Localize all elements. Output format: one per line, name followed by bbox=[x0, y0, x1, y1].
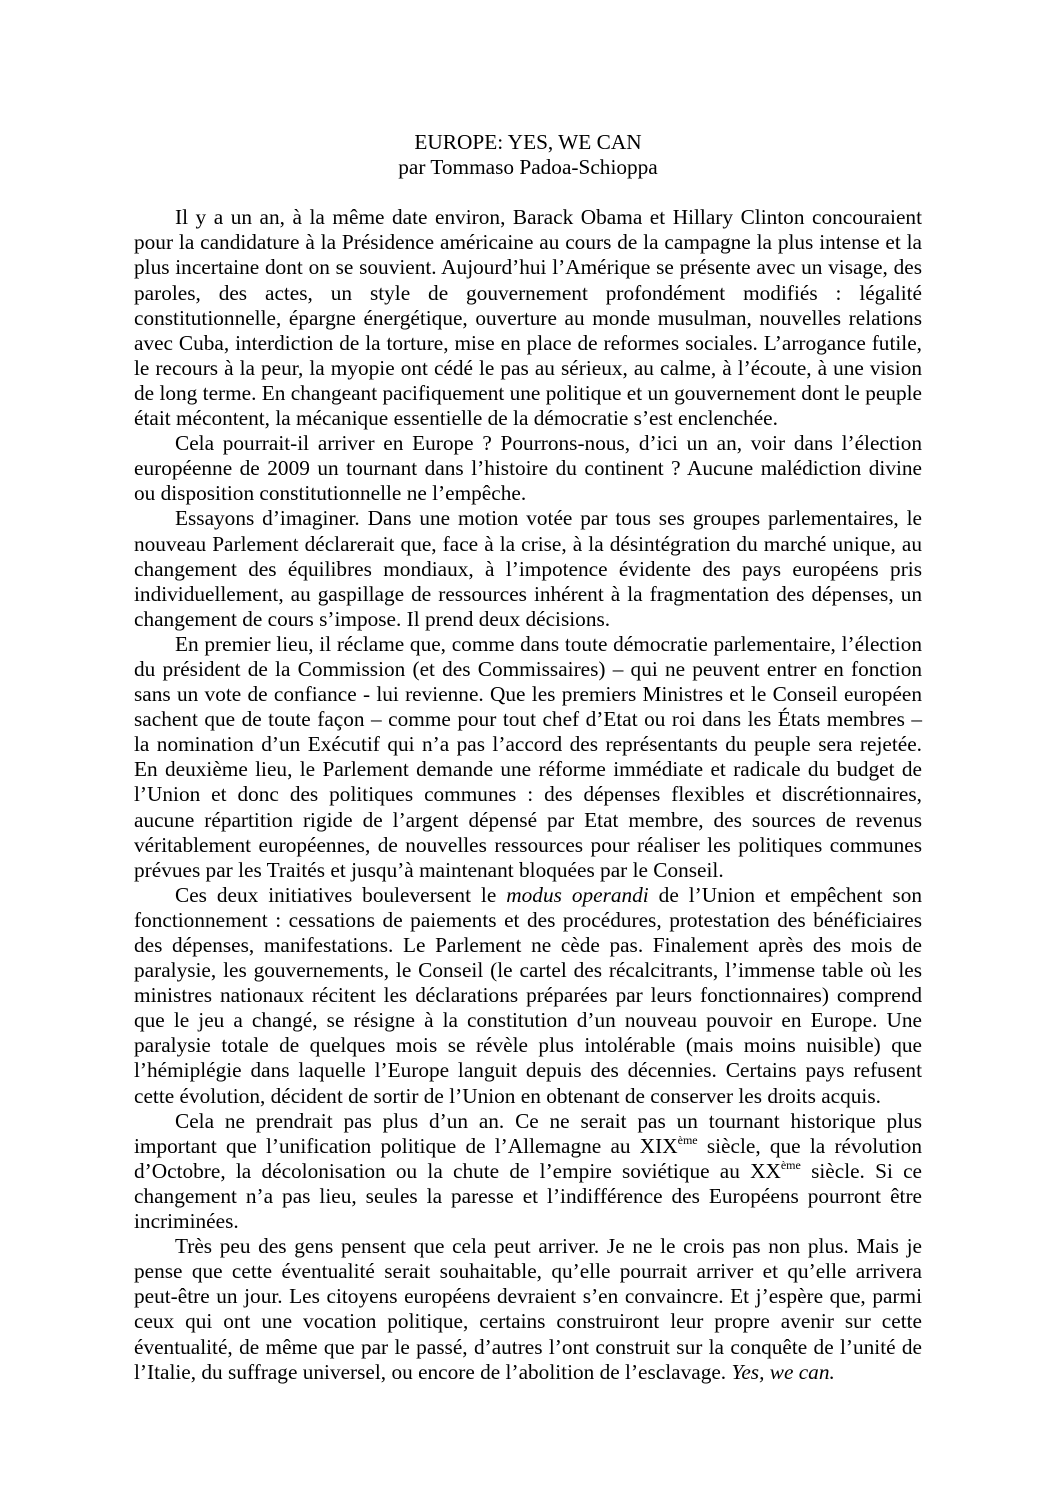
text-run: siècle, que la révolution d’Octobre, la décolonisation ou la chute de l’empire soviétique au XX bbox=[134, 1133, 922, 1183]
italic-text: modus operandi bbox=[506, 882, 649, 907]
document-page bbox=[134, 130, 922, 1385]
paragraph bbox=[134, 1109, 922, 1234]
text-run: Il y a un an, à la même date environ, Barack Obama et Hillary Clinton concouraient pour la candidature à la Présidence américaine au cours de la campagne la plus intense et la plus incertaine dont on se souvient. Aujourd’hui l’Amérique se présente avec un visage, des paroles, des actes, un style de gouvernement profondément modifiés : légalité constitutionnelle, épargne énergétique, ouverture au monde musulman, nouvelles relations avec Cuba, interdiction de la torture, mise en place de reformes sociales. L’arrogance futile, le recours à la peur, la myopie ont cédé le pas au sérieux, au calme, à l’écoute, à une vision de long terme. En changeant pacifiquement une politique et un gouvernement dont le peuple était mécontent, la mécanique essentielle de la démocratie s’est enclenchée. bbox=[134, 205, 922, 431]
spacer bbox=[134, 180, 922, 205]
paragraph bbox=[134, 1234, 922, 1385]
paragraph bbox=[134, 205, 922, 431]
text-run: de l’Union et empêchent son fonctionnement : cessations de paiements et des procédures, protestation des bénéficiaires des dépenses, manifestations. Le Parlement ne cède pas. Finalement après des mois de paralysie, les gouvernements, le Conseil (le cartel des récalcitrants, l’immense table où les ministres nationaux récitent les déclarations préparées par leurs fonctionnaires) comprend que le jeu a changé, se résigne à la constitution d’un nouveau pouvoir en Europe. Une paralysie totale de quelques mois se révèle plus intolérable (mais moins nuisible) que l’hémiplégie dans laquelle l’Europe languit depuis des décennies. Certains pays refusent cette évolution, décident de sortir de l’Union en obtenant de conserver les droits acquis. bbox=[134, 882, 923, 1108]
paragraph bbox=[134, 632, 922, 883]
text-run: Très peu des gens pensent que cela peut arriver. Je ne le crois pas non plus. Mais je pense que cette éventualité serait souhaitable, qu’elle pourrait arriver et qu’elle arrivera peut-être un jour. Les citoyens européens devraient s’en convaincre. Et j’espère que, parmi ceux qui ont une vocation politique, certains construiront leur propre avenir sur cette éventualité, de même que par le passé, d’autres l’ont construit sur la conquête de l’unité de l’Italie, du suffrage universel, ou encore de l’abolition de l’esclavage. bbox=[134, 1234, 922, 1384]
paragraph bbox=[134, 883, 922, 1109]
italic-text: Yes, we can. bbox=[731, 1359, 835, 1384]
superscript-text: ème bbox=[677, 1132, 698, 1147]
document-title: EUROPE: YES, WE CAN bbox=[414, 130, 642, 154]
superscript-text: ème bbox=[780, 1157, 801, 1172]
paragraph bbox=[134, 506, 922, 631]
text-run: siècle. Si ce changement n’a pas lieu, seules la paresse et l’indifférence des Européens pourront être incriminées. bbox=[134, 1158, 922, 1234]
text-run: Cela pourrait-il arriver en Europe ? Pourrons-nous, d’ici un an, voir dans l’élection européenne de 2009 un tournant dans l’histoire du continent ? Aucune malédiction divine ou disposition constitutionnelle ne l’empêche. bbox=[134, 431, 922, 506]
document-author: par Tommaso Padoa-Schioppa bbox=[398, 155, 658, 180]
text-run: Cela ne prendrait pas plus d’un an. Ce ne serait pas un tournant historique plus important que l’unification politique de l’Allemagne au XIX bbox=[134, 1108, 922, 1158]
text-run: Essayons d’imaginer. Dans une motion votée par tous ses groupes parlementaires, le nouveau Parlement déclarerait que, face à la crise, à la désintégration du marché unique, au changement des équilibres mondiaux, à l’impotence évidente des pays européens pris individuellement, au gaspillage de ressources inhérent à la fragmentation des dépenses, un changement de cours s’impose. Il prend deux décisions. bbox=[134, 506, 922, 631]
text-run: En premier lieu, il réclame que, comme dans toute démocratie parlementaire, l’élection du président de la Commission (et des Commissaires) – qui ne peuvent entrer en fonction sans un vote de confiance - lui revienne. Que les premiers Ministres et le Conseil européen sachent que de toute façon – comme pour tout chef d’Etat ou roi dans les États membres – la nomination d’un Exécutif qui n’a pas l’accord des représentants du peuple sera rejetée. En deuxième lieu, le Parlement demande une réforme immédiate et radicale du budget de l’Union et donc des politiques communes : des dépenses flexibles et discrétionnaires, aucune répartition rigide de l’argent dépensé par Etat membre, des sources de revenus véritablement européennes, de nouvelles ressources pour réaliser les politiques communes prévues par les Traités et jusqu’à maintenant bloquées par le Conseil. bbox=[134, 631, 922, 882]
paragraph bbox=[134, 431, 922, 506]
document-body bbox=[134, 205, 922, 1384]
text-run: Ces deux initiatives bouleversent le bbox=[175, 882, 507, 907]
